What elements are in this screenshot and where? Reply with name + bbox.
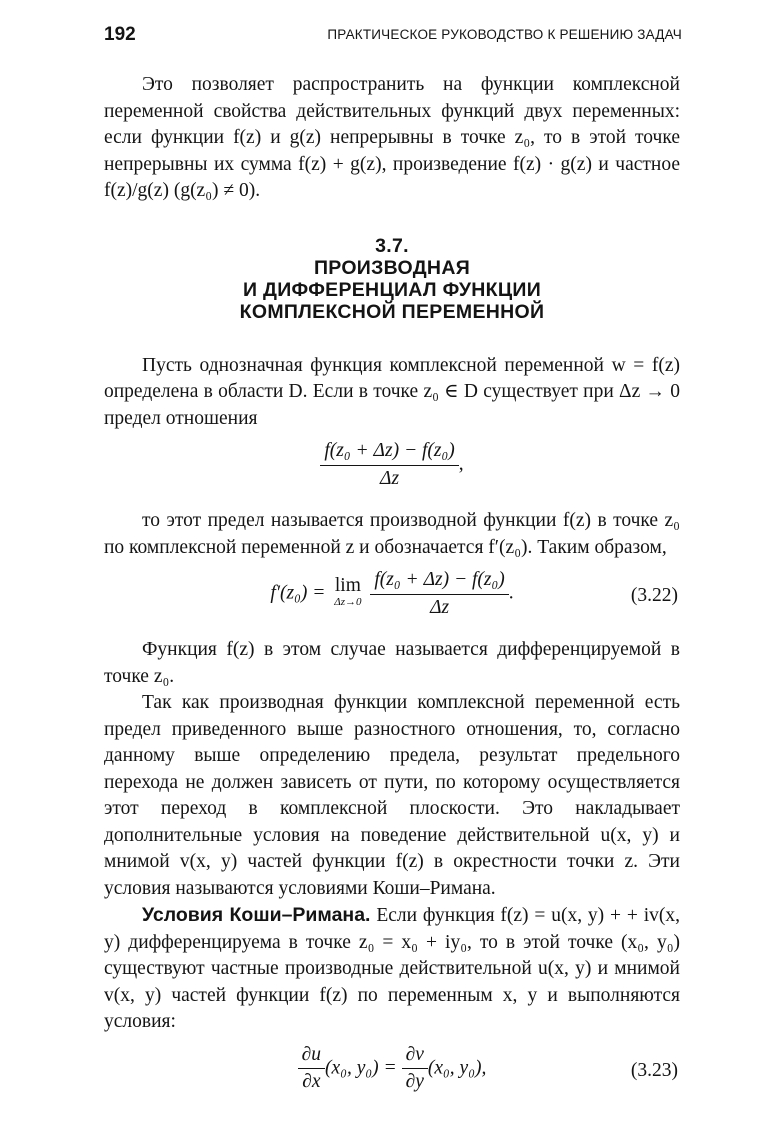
paragraph-path-independence: Так как производная функции комплексной переменной есть предел приведенного выше разностного отношения, то, согласно данному выше определению предела, результат предельного перехода не должен зависеть от пути, по которому осуществляется этот переход в комплексной плоскости. Это накладывает дополнительные условия на поведение действительной u(x, y) и мнимой v(x, y) частей функции f(z) в окрестности точки z. Эти условия называются условиями Коши–Римана. <box>104 692 680 899</box>
fraction-denominator: Δz <box>370 594 508 622</box>
fraction-numerator: f(z₀ + Δz) − f(z₀) <box>324 440 455 461</box>
equation-number: (3.23) <box>630 1059 678 1081</box>
formula-punctuation: , <box>458 453 464 475</box>
paragraph-continuity: Это позволяет распространить на функции комплексной переменной свойства действительных функций двух переменных: если функции f(z) и g(z) непрерывны в точке z₀, то в этой точке непрерывны их сумма f(z) + g(z), произведение f(z) · g(z) и частное f(z)/g(z) (g(z₀) ≠ 0). <box>104 74 680 201</box>
formula-argument: (x₀, y₀) = <box>325 1056 397 1078</box>
fraction-numerator: ∂v <box>405 1043 424 1065</box>
page-body <box>104 72 680 1112</box>
paragraph-definition-intro: Пусть однозначная функция комплексной переменной w = f(z) определена в области D. Если в точке z₀ ∈ D существует при Δz → 0 предел отношения <box>104 354 680 429</box>
fraction-numerator: f(z₀ + Δz) − f(z₀) <box>374 569 505 590</box>
formula-difference-quotient <box>104 438 680 502</box>
formula-lhs: f′(z₀) = <box>270 582 326 604</box>
limit-subscript: Δz→0 <box>334 596 362 608</box>
fraction-numerator: ∂u <box>301 1043 322 1065</box>
limit-label: lim <box>334 575 361 596</box>
formula-argument: (x₀, y₀), <box>427 1056 487 1078</box>
page-header <box>104 24 682 54</box>
paragraph-text: Если функция f(z) = u(x, y) + + iv(x, y) дифференцируема в точке z₀ = x₀ + iy₀, то в этой точке (x₀, y₀) существуют частные производные действительной u(x, y) и мнимой v(x, y) частей функции f(z) по переменным x, y и выполняются условия: <box>104 905 680 1032</box>
fraction <box>320 438 458 492</box>
running-title: ПРАКТИЧЕСКОЕ РУКОВОДСТВО К РЕШЕНИЮ ЗАДАЧ <box>327 27 682 42</box>
paragraph-differentiable: Функция f(z) в этом случае называется дифференцируемой в точке z₀. <box>104 639 680 687</box>
section-number: 3.7. <box>375 234 409 257</box>
section-title-line: ПРОИЗВОДНАЯ <box>313 256 471 279</box>
fraction-denominator: ∂x <box>298 1068 325 1096</box>
partial-derivative <box>298 1042 325 1096</box>
equation-number: (3.22) <box>630 585 678 606</box>
fraction-denominator: ∂y <box>402 1068 428 1096</box>
formula-punctuation: . <box>508 582 514 604</box>
paragraph-cauchy-riemann <box>104 902 680 1036</box>
term-cauchy-riemann: Условия Коши–Римана. <box>142 904 371 926</box>
formula-cauchy-riemann <box>104 1042 680 1106</box>
page-number: 192 <box>104 24 136 45</box>
section-title-line: КОМПЛЕКСНОЙ ПЕРЕМЕННОЙ <box>239 300 545 323</box>
section-title-line: И ДИФФЕРЕНЦИАЛ ФУНКЦИИ <box>242 278 542 301</box>
fraction <box>370 567 508 621</box>
paragraph-derivative-definition: то этот предел называется производной функции f(z) в точке z₀ по комплексной переменной z и обозначается f′(z₀). Таким образом, <box>104 510 680 558</box>
fraction-denominator: Δz <box>320 465 458 493</box>
section-heading <box>104 235 680 323</box>
formula-derivative <box>104 567 680 631</box>
partial-derivative <box>402 1042 428 1096</box>
limit-operator <box>334 575 362 610</box>
